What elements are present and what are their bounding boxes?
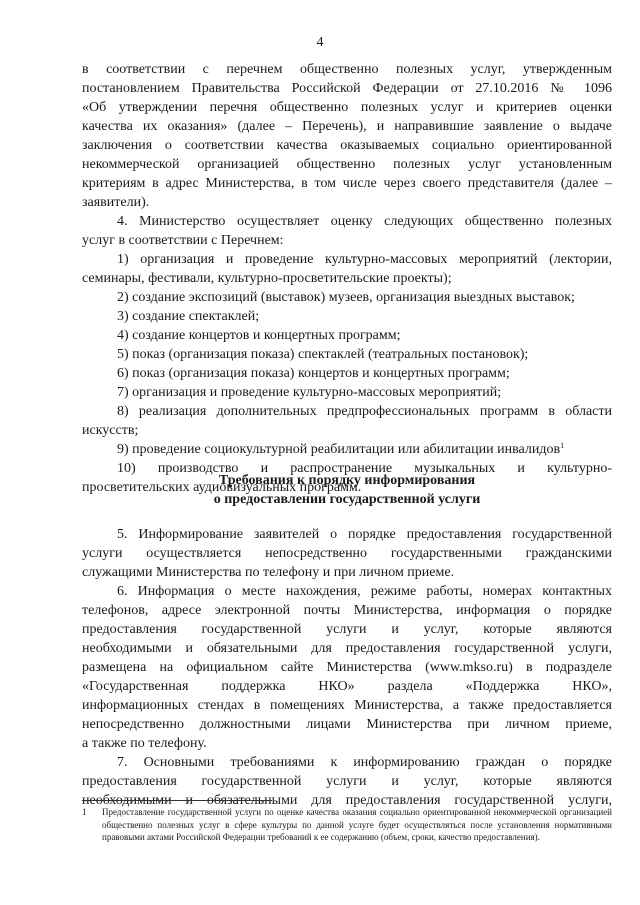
list-item: 8) реализация дополнительных предпрофессиональных программ в области [117,404,612,419]
text-line: «Об утверждении перечня общественно полезных услуг и критериев оценки [82,100,612,115]
list-item: 6) показ (организация показа) концертов и концертных программ; [117,366,510,381]
body-text-top [82,60,612,497]
text-line: служащими Министерства по телефону и при личном приеме. [82,565,455,580]
page-number: 4 [316,35,324,50]
text-line: заявители). [82,195,150,210]
text-line: критериям в адрес Министерства, в том числе через своего представителя (далее – [82,176,612,191]
text-line: услуг в соответствии с Перечнем: [82,233,284,248]
text-line: информационных стендах в помещениях Министерства, а также предоставляется [82,698,612,713]
text-line: предоставления государственной услуги и услуг, которые являются [82,774,612,789]
text-line: искусств; [82,423,139,438]
body-text-bottom [82,525,612,810]
text-line: а также по телефону. [82,736,207,751]
text-line: предоставления государственной услуги и услуг, которые являются [82,622,612,637]
list-item: 3) создание спектаклей; [117,309,260,324]
text-line: непосредственно должностными лицами Министерства при личном приеме, [82,717,612,732]
heading-line: о предоставлении государственной услуги [213,492,481,507]
text-line: просветительских аудиовизуальных программ. [82,480,362,495]
text-line: телефонов, адресе электронной почты Министерства, информация о порядке [82,603,612,618]
footnote-text: Предоставление государственной услуги по оценке качества оказания социально ориентированной некоммерческой организацией общественно полезных услуг в сфере культуры по данной услуге будет осуществляться после установления нормативными правовыми актами Российской Федерации требований к ее содержанию (объем, сроки, качество предоставления). [102,807,612,842]
list-item: 10) производство и распространение музыкальных и культурно- [117,461,612,476]
list-item-text: 9) проведение социокультурной реабилитации или абилитации инвалидов [117,442,561,457]
text-line: заключения о соответствии качества оказываемых социально ориентированной [82,138,612,153]
text-line: 4. Министерство осуществляет оценку следующих общественно полезных [117,214,612,229]
footnote-mark: 1 [82,807,87,817]
text-line: семинары, фестивали, культурно-просветительские проекты); [82,271,452,286]
heading-line: Требования к порядку информирования [218,473,476,488]
text-line: необходимыми и обязательными для предоставления государственной услуги, [82,641,612,656]
text-line: 5. Информирование заявителей о порядке предоставления государственной [117,527,612,542]
text-line: необходимыми и обязательными для предоставления государственной услуги, [82,793,612,808]
text-line: в соответствии с перечнем общественно полезных услуг, утвержденным [82,62,612,77]
footnote-ref: 1 [560,441,565,450]
text-line: «Государственная поддержка НКО» раздела «Поддержка НКО», [82,679,612,694]
text-line: 6. Информация о месте нахождения, режиме работы, номерах контактных [117,584,612,599]
list-item: 5) показ (организация показа) спектаклей (театральных постановок); [117,347,529,362]
list-item: 2) создание экспозиций (выставок) музеев, организация выездных выставок; [117,290,575,305]
section-heading [82,471,612,509]
list-item: 1) организация и проведение культурно-массовых мероприятий (лектории, [117,252,612,267]
text-line: 7. Основными требованиями к информированию граждан о порядке [117,755,612,770]
list-item: 4) создание концертов и концертных программ; [117,328,401,343]
text-line: некоммерческой организацией общественно полезных услуг установленным [82,157,612,172]
text-line: постановлением Правительства Российской Федерации от 27.10.2016 № 1096 [82,81,612,96]
footnote-divider [82,800,272,801]
footnote [82,806,612,844]
text-line: услуги осуществляется непосредственно государственными гражданскими [82,546,612,561]
text-line: размещена на официальном сайте Министерства (www.mkso.ru) в подразделе [82,660,612,675]
list-item [82,440,612,459]
text-line: качества их оказания» (далее – Перечень), и направившие заявление о выдаче [82,119,612,134]
list-item: 7) организация и проведение культурно-массовых мероприятий; [117,385,502,400]
